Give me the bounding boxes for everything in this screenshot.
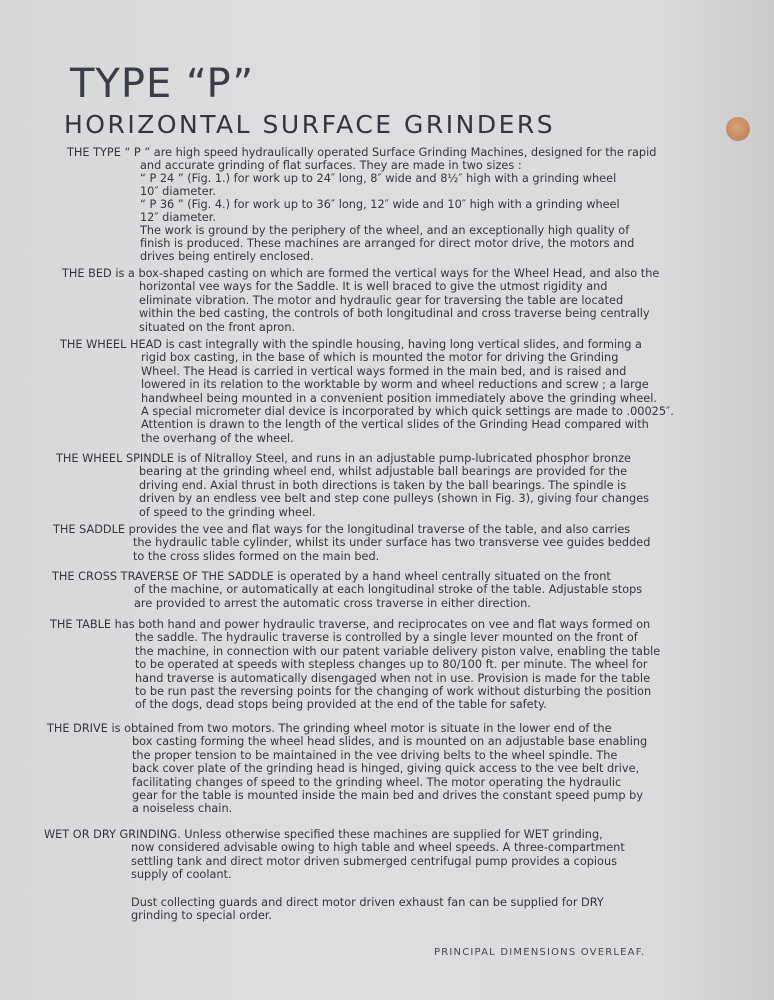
line-text: 12″ diameter. [140,211,216,224]
text-line [47,776,647,789]
line-text: is cast integrally with the spindle housing, having long vertical slides, and forming a [165,338,642,351]
line-text: now considered advisable owing to high table and wheel speeds. A three-compartment [131,841,625,855]
line-text: 10″ diameter. [140,185,216,198]
text-line [131,896,604,909]
line-text: “ P 24 ” (Fig. 1.) for work up to 24″ long, 8″ wide and 8½″ high with a grinding wheel [140,172,617,185]
line-text: are high speed hydraulically operated Surface Grinding Machines, designed for the rapid [153,146,657,159]
text-line [44,828,625,841]
text-line [60,378,674,391]
line-text: driven by an endless vee belt and step cone pulleys (shown in Fig. 3), giving four changes [139,492,650,506]
line-text: handwheel being mounted in a convenient position immediately above the grinding wheel. [141,391,657,405]
page-title: TYPE “P” [70,61,255,107]
text-line [56,492,649,505]
text-line [53,536,650,549]
section-table [50,618,660,712]
line-text: to be operated at speeds with stepless changes up to 80/100 ft. per minute. The wheel for [135,658,648,672]
line-text: horizontal vee ways for the Saddle. It is well braced to give the utmost rigidity and [139,280,608,294]
text-line [52,570,642,583]
line-text: are provided to arrest the automatic cross traverse in either direction. [134,596,531,610]
section-cross-traverse [52,570,642,610]
line-text: rigid box casting, in the base of which is mounted the motor for driving the Grinding [141,351,619,365]
line-text: situated on the front apron. [139,320,296,334]
text-line [47,802,647,815]
text-line [47,735,647,748]
section-wheel-spindle [56,452,649,519]
line-text: gear for the table is mounted inside the main bed and drives the constant speed pump by [132,789,644,803]
text-line [47,762,647,775]
text-line [67,172,656,185]
text-line [67,146,656,159]
line-text: a noiseless chain. [132,802,233,816]
punch-hole [726,117,750,141]
line-text: drives being entirely enclosed. [140,250,314,263]
footer-note: PRINCIPAL DIMENSIONS OVERLEAF. [434,947,646,958]
text-line [47,722,647,735]
line-text: and accurate grinding of flat surfaces. They are made in two sizes : [140,159,522,172]
text-line [53,523,650,536]
text-line [60,405,674,418]
text-line [56,479,649,492]
line-text: “ P 36 ” (Fig. 4.) for work up to 36″ long, 12″ wide and 10″ high with a grinding wheel [140,198,620,211]
line-text: Attention is drawn to the length of the vertical slides of the Grinding Head compared with [141,418,649,432]
text-line [50,685,660,698]
section-heading: THE WHEEL HEAD [60,338,163,351]
text-line [67,159,656,172]
page-subtitle: HORIZONTAL SURFACE GRINDERS [64,110,556,139]
section-type-p [67,146,656,263]
line-text: is obtained from two motors. The grinding wheel motor is situate in the lower end of the [111,722,612,735]
line-text: the saddle. The hydraulic traverse is controlled by a single lever mounted on the front of [135,631,638,645]
text-line [47,749,647,762]
section-heading: THE CROSS TRAVERSE OF THE SADDLE [52,570,274,583]
text-line [44,868,625,881]
line-text: to the cross slides formed on the main bed. [133,549,380,563]
line-text: to be run past the reversing points for the changing of work without disturbing the position [135,685,652,699]
text-line [131,909,604,922]
line-text: hand traverse is automatically disengaged when not in use. Provision is made for the table [135,671,651,685]
section-heading: WET OR DRY GRINDING. [44,828,181,841]
section-bed [62,267,659,334]
text-line [50,658,660,671]
section-heading: THE SADDLE [53,523,126,536]
line-text: of the machine, or automatically at each longitudinal stroke of the table. Adjustable stops [134,583,643,597]
text-line [56,452,649,465]
line-text: driving end. Axial thrust in both directions is taken by the ball bearings. The spindle is [139,478,627,492]
section-heading: THE WHEEL SPINDLE [56,452,174,465]
text-line [52,597,642,610]
text-line [50,645,660,658]
line-text: finish is produced. These machines are arranged for direct motor drive, the motors and [140,237,635,250]
text-line [62,267,659,280]
line-text: Wheel. The Head is carried in vertical ways formed in the main bed, and is raised and [141,364,627,378]
text-line [60,365,674,378]
line-text: is of Nitralloy Steel, and runs in an adjustable pump-lubricated phosphor bronze [177,452,631,465]
line-text: of speed to the grinding wheel. [139,505,316,519]
text-line [50,698,660,711]
section-heading: THE BED [62,267,112,280]
line-text: settling tank and direct motor driven submerged centrifugal pump provides a copious [131,854,617,868]
line-text: the machine, in connection with our patent variable delivery piston valve, enabling the table [135,644,661,658]
text-line [62,280,659,293]
text-line [60,338,674,351]
text-line [44,855,625,868]
line-text: facilitating changes of speed to the grinding wheel. The motor operating the hydraulic [132,775,622,789]
line-text: The work is ground by the periphery of the wheel, and an exceptionally high quality of [140,224,630,237]
text-line [50,618,660,631]
line-text: the hydraulic table cylinder, whilst its under surface has two transverse vee guides bedded [133,536,651,550]
text-line [44,841,625,854]
text-line [56,465,649,478]
line-text: supply of coolant. [131,868,232,882]
text-line [56,506,649,519]
line-text: eliminate vibration. The motor and hydraulic gear for traversing the table are located [139,293,624,307]
section-drive [47,722,647,816]
section-saddle [53,523,650,563]
line-text: of the dogs, dead stops being provided at the end of the table for safety. [135,698,547,712]
line-text: bearing at the grinding wheel end, whilst adjustable ball bearings are provided for the [139,465,628,479]
text-line [67,250,656,263]
line-text: has both hand and power hydraulic traverse, and reciprocates on vee and flat ways formed on [114,618,651,631]
text-line [60,392,674,405]
text-line [62,321,659,334]
text-line [47,789,647,802]
text-line [62,294,659,307]
line-text: the proper tension to be maintained in the vee driving belts to the wheel spindle. The [132,748,618,762]
line-text: A special micrometer dial device is incorporated by which quick settings are made to .00025″. [141,405,674,419]
text-line [67,237,656,250]
line-text: box casting forming the wheel head slides, and is mounted on an adjustable base enabling [132,735,648,749]
section-wet-or-dry [44,828,625,882]
line-text: Dust collecting guards and direct motor driven exhaust fan can be supplied for DRY [131,896,604,909]
text-line [67,185,656,198]
text-line [62,307,659,320]
line-text: grinding to special order. [131,909,272,923]
line-text: is a box-shaped casting on which are formed the vertical ways for the Wheel Head, and also the [115,267,660,280]
text-line [52,583,642,596]
line-text: is operated by a hand wheel centrally situated on the front [277,570,611,583]
text-line [67,198,656,211]
section-dust-collecting [131,896,604,923]
text-line [50,672,660,685]
text-line [67,224,656,237]
text-line [60,418,674,431]
line-text: the overhang of the wheel. [141,431,294,445]
section-heading: THE TYPE “ P ” [67,146,151,159]
line-text: within the bed casting, the controls of both longitudinal and cross traverse being centrally [139,307,650,321]
text-line [67,211,656,224]
line-text: back cover plate of the grinding head is hinged, giving quick access to the vee belt drive, [132,762,640,776]
line-text: lowered in its relation to the worktable by worm and wheel reductions and screw ; a large [141,378,649,392]
section-wheel-head [60,338,674,445]
section-heading: THE TABLE [50,618,112,631]
text-line [60,351,674,364]
text-line [50,631,660,644]
section-heading: THE DRIVE [47,722,108,735]
line-text: Unless otherwise specified these machines are supplied for WET grinding, [184,828,603,841]
text-line [60,432,674,445]
text-line [53,550,650,563]
line-text: provides the vee and flat ways for the longitudinal traverse of the table, and also carries [128,523,631,536]
